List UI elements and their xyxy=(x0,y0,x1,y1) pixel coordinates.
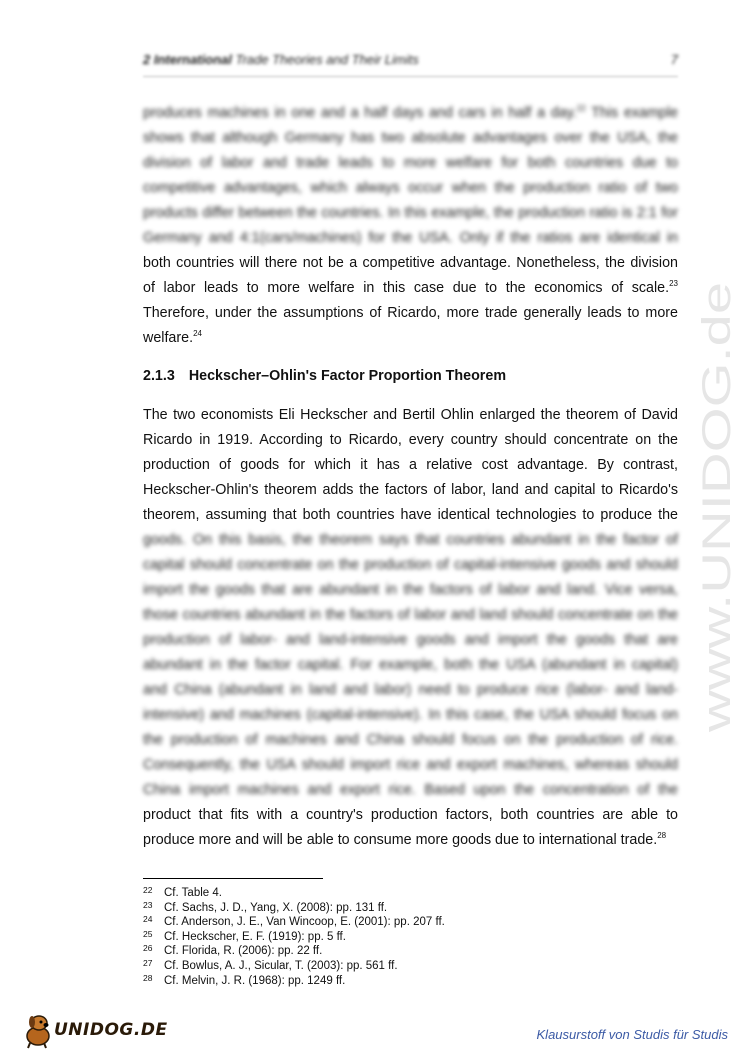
text-line: Therefore, under the assumptions of Ricardo, more trade generally leads to more xyxy=(143,305,678,321)
watermark-text: www.UNIDOG.de xyxy=(695,420,739,732)
footnote-number: 26 xyxy=(143,943,153,954)
paragraph-ricardo xyxy=(143,101,678,351)
footnote xyxy=(143,901,445,916)
text-line: import the goods that are abundant in the factors of labor and land. Vice versa, xyxy=(143,582,678,598)
footnotes xyxy=(143,886,445,988)
text-line: Germany and 4:1(cars/machines) for the USA. Only if the ratios are identical in xyxy=(143,230,678,246)
footnote xyxy=(143,959,445,974)
text-line: Heckscher-Ohlin's theorem adds the factors of labor, land and capital to Ricardo's xyxy=(143,482,678,498)
text-line: produces machines in one and a half days and cars in half a day.$^{22}$ This example xyxy=(143,104,678,121)
footnote xyxy=(143,944,445,959)
text-line: China import machines and export rice. Based upon the concentration of the xyxy=(143,782,678,798)
section-title: Heckscher–Ohlin's Factor Proportion Theorem xyxy=(188,368,507,384)
logo-text: UNIDOG.DE xyxy=(54,1020,168,1040)
footnote xyxy=(143,915,445,930)
footnote-ref: 24 xyxy=(193,329,202,339)
text-line: theorem, assuming that both countries have identical technologies to produce the xyxy=(143,507,678,523)
footnote-number: 25 xyxy=(143,928,153,939)
text-line: Ricardo in 1919. According to Ricardo, every country should concentrate on the xyxy=(143,432,678,448)
text-line: produce more and will be able to consume more goods due to international trade.$^{28}$ xyxy=(143,831,667,848)
text-line: and China (abundant in land and labor) need to produce rice (labor- and land- xyxy=(143,682,678,698)
text-line: capital should concentrate on the production of capital-intensive goods and should xyxy=(143,557,678,573)
footnote-text: Cf. Florida, R. (2006): pp. 22 ff. xyxy=(164,945,323,958)
footnote xyxy=(143,974,445,989)
dog-icon xyxy=(27,1016,49,1048)
watermark xyxy=(686,270,746,740)
footnote-text: Cf. Anderson, J. E., Van Wincoop, E. (2001): pp. 207 ff. xyxy=(164,916,445,929)
paragraph-heckscher-ohlin xyxy=(143,403,678,853)
footnote-ref: 28 xyxy=(657,831,667,841)
running-title: 2 International Trade Theories and Their Limits xyxy=(143,52,419,67)
footnote-number: 24 xyxy=(143,914,153,925)
text-line: products differ between the countries. In this example, the production ratio is 2:1 for xyxy=(143,205,678,221)
section-number: 2.1.3 xyxy=(143,368,175,384)
text-line: shows that although Germany has two absolute advantages over the USA, the xyxy=(143,130,678,146)
footnote-number: 22 xyxy=(143,885,153,895)
footnote xyxy=(143,930,445,945)
header-divider xyxy=(143,76,678,77)
footnote-number: 28 xyxy=(143,972,153,983)
text-line: of labor leads to more welfare in this case due to the economics of scale.$^{23}$ xyxy=(143,279,678,296)
section-heading xyxy=(143,368,506,384)
page-number: 7 xyxy=(670,52,678,67)
text-line: the production of machines and China should focus on the production of rice. xyxy=(143,732,678,748)
text-line: The two economists Eli Heckscher and Bertil Ohlin enlarged the theorem of David xyxy=(143,407,678,423)
text-line: abundant in the factor capital. For example, both the USA (abundant in capital) xyxy=(143,657,678,673)
page-header xyxy=(143,52,678,67)
text-line: competitive advantages, which always occur when the production ratio of two xyxy=(143,180,678,196)
text-line: intensive) and machines (capital-intensive). In this case, the USA should focus on xyxy=(143,707,678,723)
footnote-text: Cf. Table 4. xyxy=(164,887,222,899)
footnote-text: Cf. Melvin, J. R. (1968): pp. 1249 ff. xyxy=(164,974,346,987)
footnote-number: 23 xyxy=(143,899,153,910)
footnote xyxy=(143,886,445,901)
text-line: both countries will there not be a competitive advantage. Nonetheless, the division xyxy=(143,255,678,271)
text-line: product that fits with a country's production factors, both countries are able to xyxy=(143,807,678,823)
text-line: production of goods for which it has a relative cost advantage. By contrast, xyxy=(143,457,678,473)
footnote-number: 27 xyxy=(143,957,153,968)
footnote-text: Cf. Sachs, J. D., Yang, X. (2008): pp. 131 ff. xyxy=(164,901,388,914)
text-line: production of labor- and land-intensive goods and import the goods that are xyxy=(143,632,678,648)
text-line: welfare.$^{24}$ xyxy=(143,329,202,346)
footnote-text: Cf. Bowlus, A. J., Sicular, T. (2003): pp. 561 ff. xyxy=(164,959,398,972)
text-line: those countries abundant in the factors of labor and land should concentrate on the xyxy=(143,607,678,623)
blurred-preview-text xyxy=(143,528,678,803)
footnote-text: Cf. Heckscher, E. F. (1919): pp. 5 ff. xyxy=(164,930,346,943)
footnote-ref: 23 xyxy=(669,279,678,289)
footnote-divider xyxy=(143,878,323,879)
blurred-preview-text xyxy=(143,101,678,251)
footer-tagline: Klausurstoff von Studis für Studis xyxy=(536,1027,728,1042)
text-line: goods. On this basis, the theorem says that countries abundant in the factor of xyxy=(143,532,678,548)
text-line: division of labor and trade leads to more welfare for both countries due to xyxy=(143,155,678,171)
text-line: Consequently, the USA should import rice and export machines, whereas should xyxy=(143,757,678,773)
